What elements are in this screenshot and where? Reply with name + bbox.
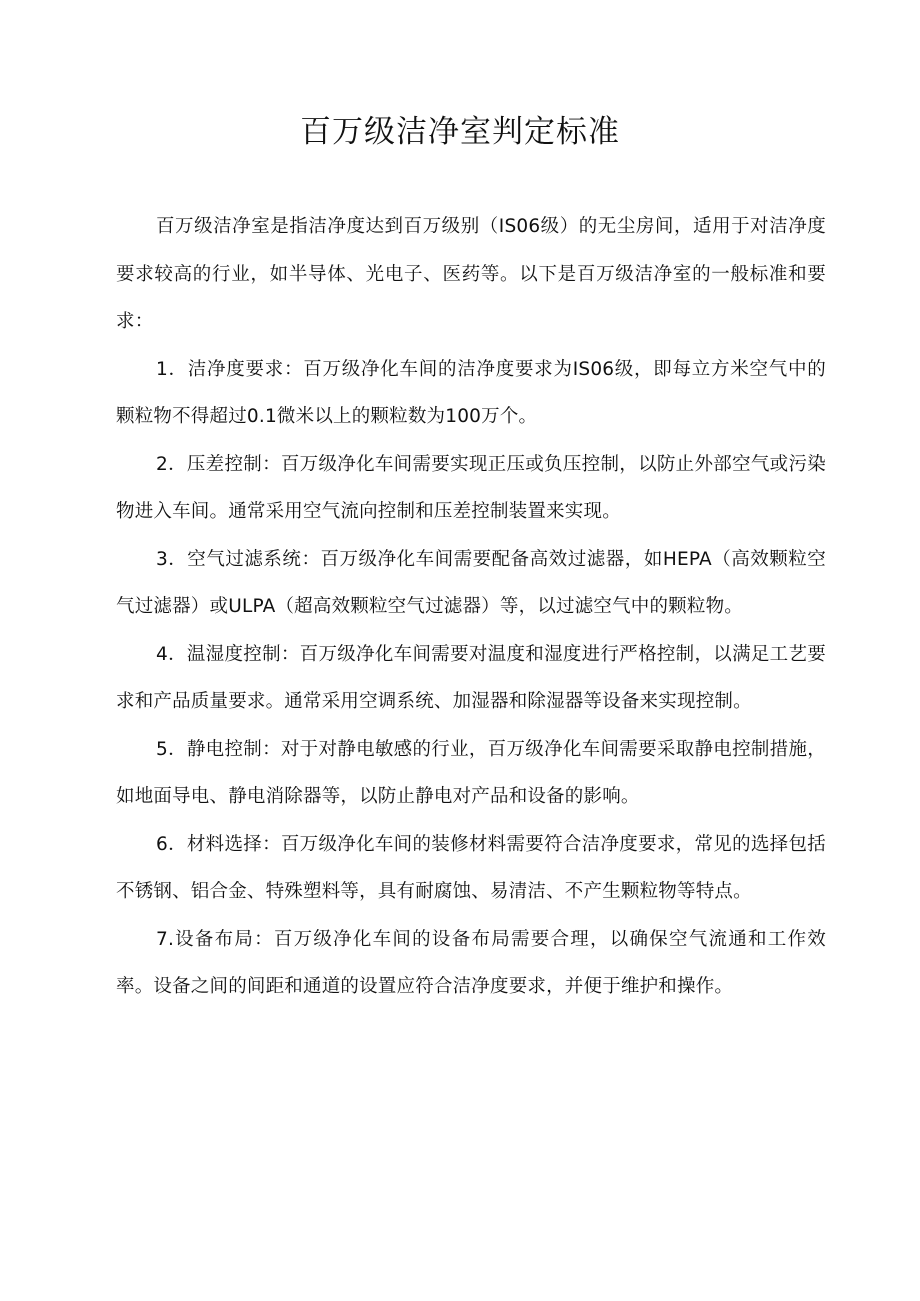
paragraph-materials: 6．材料选择：百万级净化车间的装修材料需要符合洁净度要求，常见的选择包括不锈钢、铝合金、特殊塑料等，具有耐腐蚀、易清洁、不产生颗粒物等特点。 [116, 833, 826, 902]
paragraph-temperature-humidity: 4．温湿度控制：百万级净化车间需要对温度和湿度进行严格控制，以满足工艺要求和产品质量要求。通常采用空调系统、加湿器和除湿器等设备来实现控制。 [116, 643, 826, 712]
document-body [116, 203, 826, 1011]
intro-paragraph: 百万级洁净室是指洁净度达到百万级别（IS06级）的无尘房间，适用于对洁净度要求较高的行业，如半导体、光电子、医药等。以下是百万级洁净室的一般标准和要求： [116, 216, 826, 332]
document-title: 百万级洁净室判定标准 [300, 114, 620, 150]
paragraph-static-control: 5．静电控制：对于对静电敏感的行业，百万级净化车间需要采取静电控制措施，如地面导电、静电消除器等，以防止静电对产品和设备的影响。 [116, 738, 826, 807]
paragraph-equipment-layout: 7.设备布局：百万级净化车间的设备布局需要合理，以确保空气流通和工作效率。设备之间的间距和通道的设置应符合洁净度要求，并便于维护和操作。 [116, 928, 826, 997]
paragraph-pressure: 2．压差控制：百万级净化车间需要实现正压或负压控制，以防止外部空气或污染物进入车间。通常采用空气流向控制和压差控制装置来实现。 [116, 453, 826, 522]
paragraph-air-filtration: 3．空气过滤系统：百万级净化车间需要配备高效过滤器，如HEPA（高效颗粒空气过滤器）或ULPA（超高效颗粒空气过滤器）等，以过滤空气中的颗粒物。 [116, 548, 826, 617]
paragraph-cleanliness: 1．洁净度要求：百万级净化车间的洁净度要求为IS06级，即每立方米空气中的颗粒物不得超过0.1微米以上的颗粒数为100万个。 [116, 358, 826, 427]
